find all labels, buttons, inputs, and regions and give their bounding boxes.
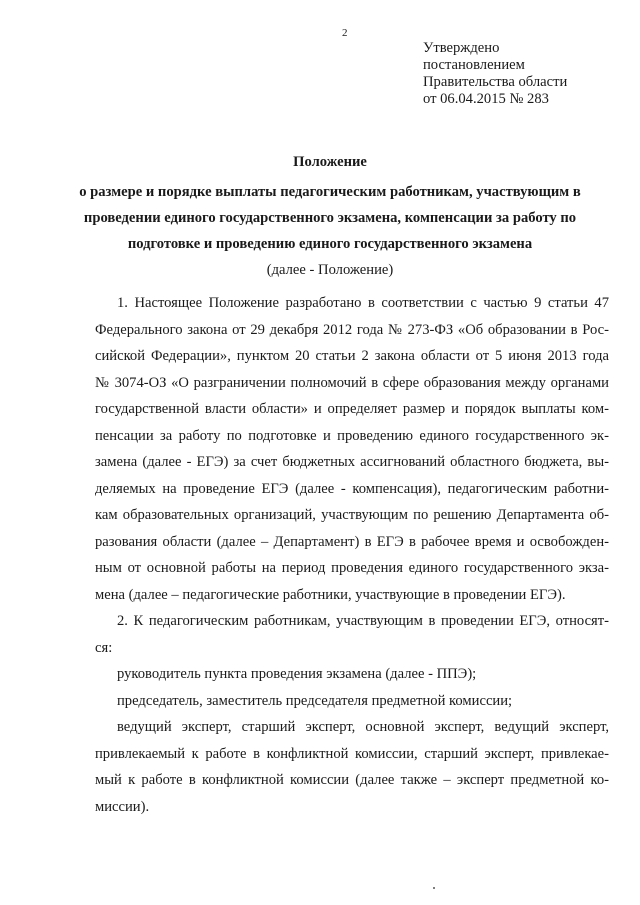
paragraph-1	[95, 290, 609, 608]
approval-stamp	[423, 40, 628, 108]
page-number: 2	[342, 27, 348, 39]
text-line: пенсации за работу по подготовке и проведению единого государственного эк-	[95, 427, 609, 444]
text-line: миссии).	[95, 798, 150, 815]
text-line: мена (далее – педагогические работники, участвующие в проведении ЕГЭ).	[95, 586, 566, 603]
text-line: Федерального закона от 29 декабря 2012 года № 273-ФЗ «Об образовании в Рос-	[95, 321, 609, 338]
text-line: разования области (далее – Департамент) в ЕГЭ в рабочее время и освобожден-	[95, 533, 609, 550]
text-line: деляемых на проведение ЕГЭ (далее - компенсация), педагогическим работни-	[95, 480, 609, 497]
text-line: ным от основной работы на период проведения единого государственного экза-	[95, 560, 609, 576]
text-line: председатель, заместитель председателя предметной комиссии;	[117, 692, 513, 709]
text-line: государственной власти области» и определяет размер и порядок выплаты ком-	[95, 401, 609, 417]
text-line: ся:	[95, 639, 113, 656]
paragraph-5	[95, 714, 609, 820]
paragraph-4	[95, 688, 609, 715]
text-line: ведущий эксперт, старший эксперт, основной эксперт, ведущий эксперт,	[117, 719, 609, 735]
text-line: 2. К педагогическим работникам, участвующим в проведении ЕГЭ, относят-	[117, 613, 609, 629]
title-line: о размере и порядке выплаты педагогическим работникам, участвующим в	[79, 184, 581, 200]
text-line: сийской Федерации», пунктом 20 статьи 2 закона области от 5 июня 2013 года	[95, 348, 609, 364]
text-line: кам образовательных организаций, участвующим по решению Департамента об-	[95, 507, 609, 523]
text-line: 1. Настоящее Положение разработано в соответствии с частью 9 статьи 47	[117, 295, 609, 311]
approval-line: от 06.04.2015 № 283	[423, 91, 549, 107]
text-line: замена (далее - ЕГЭ) за счет бюджетных ассигнований областного бюджета, вы-	[95, 454, 609, 470]
approval-line: Правительства области	[423, 74, 568, 90]
text-line: № 3074-ОЗ «О разграничении полномочий в сфере образования между органами	[95, 374, 609, 391]
title-short-name: (далее - Положение)	[266, 262, 394, 278]
document-body	[95, 290, 609, 820]
document-title	[30, 149, 630, 283]
approval-line: постановлением	[423, 57, 525, 73]
approval-line: Утверждено	[423, 40, 500, 56]
scan-speck	[433, 887, 435, 889]
title-line: подготовке и проведению единого государственного экзамена	[127, 236, 533, 252]
paragraph-3	[95, 661, 609, 688]
title-heading: Положение	[293, 154, 367, 170]
title-line: проведении единого государственного экзамена, компенсации за работу по	[83, 210, 577, 226]
text-line: привлекаемый к работе в конфликтной комиссии, старший эксперт, привлекае-	[95, 745, 609, 762]
text-line: руководитель пункта проведения экзамена (далее - ППЭ);	[117, 666, 477, 682]
text-line: мый к работе в конфликтной комиссии (далее также – эксперт предметной ко-	[95, 772, 609, 788]
paragraph-2	[95, 608, 609, 661]
